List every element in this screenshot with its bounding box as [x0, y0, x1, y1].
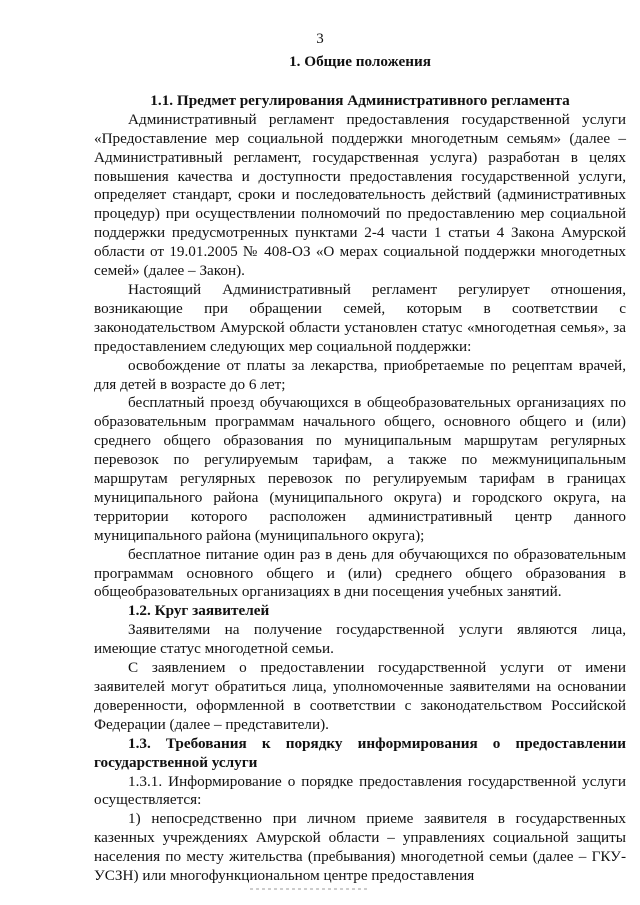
section-title: 1. Общие положения — [289, 53, 431, 70]
paragraph: бесплатное питание один раз в день для обучающихся по образовательным программам основного общего и (или) среднего общего образования в общеобразовательных организациях в дни посещения учебных занятий. — [94, 545, 626, 601]
paragraph: бесплатный проезд обучающихся в общеобразовательных организациях по образовательным программам начального общего, основного общего и (или) среднего общего образования по муниципальным маршрутам регулярных перевозок по регулируемым тарифам, а также по межмуниципальным маршрутам регулярных перевозок по регулируемым тарифам в границах муниципального района (муниципального округа) и городского округа, на территории которого расположен административный центр данного муниципального района (муниципального округа); — [94, 394, 626, 544]
document-body — [94, 53, 626, 886]
paragraph: Заявителями на получение государственной услуги являются лица, имеющие статус многодетной семьи. — [94, 621, 626, 658]
paragraph: освобождение от платы за лекарства, приобретаемые по рецептам врачей, для детей в возрасте до 6 лет; — [94, 356, 626, 393]
scan-artifact — [250, 888, 370, 890]
page-number: 3 — [316, 31, 324, 47]
paragraph: 1) непосредственно при личном приеме заявителя в государственных казенных учреждениях Амурской области – управлениях социальной защиты населения по месту жительства (пребывания) многодетной семьи (далее – ГКУ-УСЗН) или многофункциональном центре предоставления — [94, 810, 626, 885]
subsection-1-2-title: 1.2. Круг заявителей — [128, 602, 270, 620]
paragraph: Административный регламент предоставления государственной услуги «Предоставление мер социальной поддержки многодетным семьям» (далее – Административный регламент, государственная услуга) разработан в целях повышения качества и доступности предоставления государственной услуги, определяет стандарт, сроки и последовательность действий (административных процедур) при осуществлении полномочий по предоставлению мер социальной поддержки предусмотренных пунктами 2-4 части 1 статьи 4 Закона Амурской области от 19.01.2005 № 408-ОЗ «О мерах социальной поддержки многодетных семей» (далее – Закон). — [94, 110, 626, 280]
paragraph: Настоящий Административный регламент регулирует отношения, возникающие при обращении семей, которым в соответствии с законодательством Амурской области установлен статус «многодетная семья», за предоставлением следующих мер социальной поддержки: — [94, 280, 626, 355]
subsection-1-3-title: 1.3. Требования к порядку информирования о предоставлении государственной услуги — [94, 734, 626, 771]
subsection-1-1-title: 1.1. Предмет регулирования Административного регламента — [150, 91, 570, 109]
paragraph: 1.3.1. Информирование о порядке предоставления государственной услуги осуществляется: — [94, 772, 626, 809]
paragraph: С заявлением о предоставлении государственной услуги от имени заявителей могут обратиться лица, уполномоченные заявителями на основании доверенности, оформленной в соответствии с законодательством Российской Федерации (далее – представители). — [94, 659, 626, 733]
